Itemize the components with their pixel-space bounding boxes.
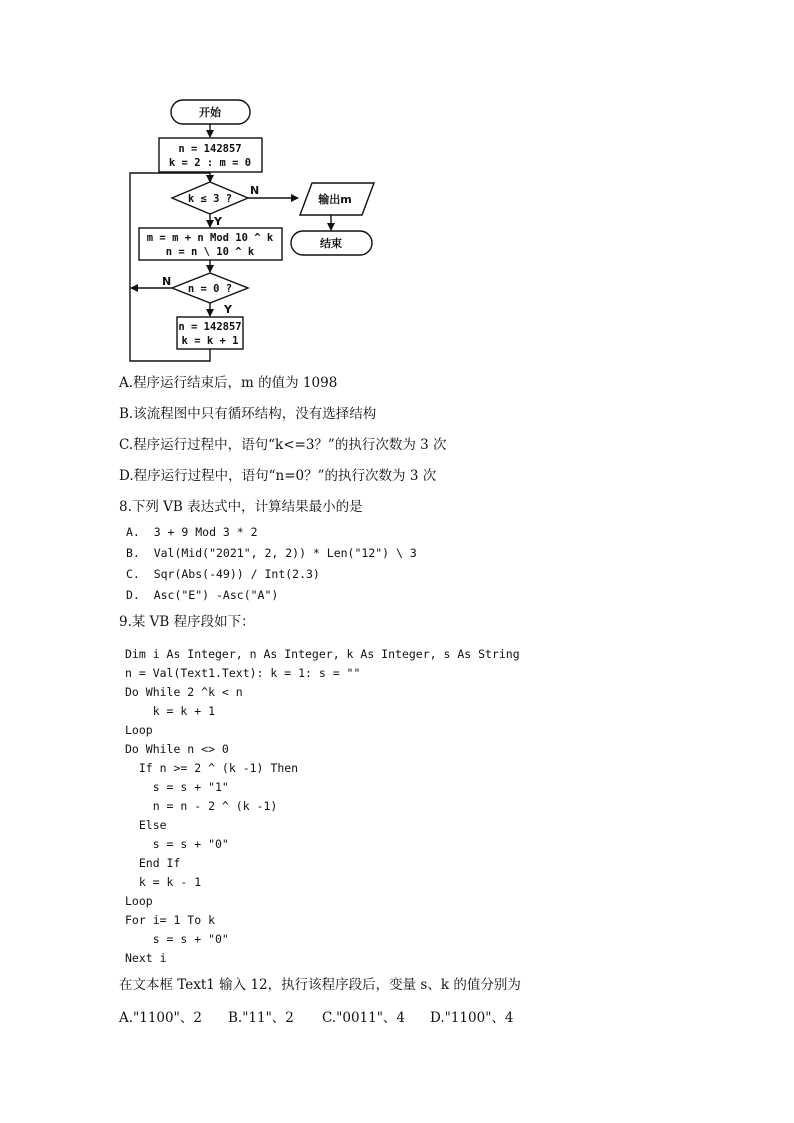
start-label: 开始 bbox=[199, 106, 221, 119]
code-line: Loop bbox=[125, 894, 153, 908]
code-line: Do While n <> 0 bbox=[125, 742, 229, 756]
q8-option-b: B. Val(Mid("2021", 2, 2)) * Len("12") \ 3 bbox=[126, 546, 417, 560]
code-line: Next i bbox=[125, 951, 167, 965]
flowchart bbox=[0, 0, 794, 370]
code-block bbox=[125, 646, 520, 969]
q7-option-b: B.该流程图中只有循环结构，没有选择结构 bbox=[119, 406, 377, 422]
code-line: s = s + "1" bbox=[125, 780, 229, 794]
code-line: End If bbox=[125, 856, 181, 870]
code-line: For i= 1 To k bbox=[125, 913, 216, 927]
code-line: If n >= 2 ^ (k -1) Then bbox=[125, 761, 299, 775]
process-line-1: m = m + n Mod 10 ^ k bbox=[146, 232, 274, 244]
code-line: n = n - 2 ^ (k -1) bbox=[125, 799, 278, 813]
init-line-1: n = 142857 bbox=[178, 143, 242, 155]
q7-option-c: C.程序运行过程中，语句“k<=3？”的执行次数为 3 次 bbox=[119, 437, 447, 453]
q8-option-d: D. Asc("E") -Asc("A") bbox=[126, 588, 279, 602]
reset-line-2: k = k + 1 bbox=[181, 335, 239, 347]
condition-n-yes: Y bbox=[224, 303, 232, 316]
reset-line-1: n = 142857 bbox=[178, 321, 242, 333]
q9-option-d: D."1100"、4 bbox=[430, 1010, 514, 1026]
end-label: 结束 bbox=[320, 237, 342, 250]
q8-option-c: C. Sqr(Abs(-49)) / Int(2.3) bbox=[126, 567, 320, 581]
q9-question: 在文本框 Text1 输入 12，执行该程序段后，变量 s、k 的值分别为 bbox=[119, 977, 521, 993]
code-line: Do While 2 ^k < n bbox=[125, 685, 243, 699]
code-line: Loop bbox=[125, 723, 153, 737]
init-line-2: k = 2 : m = 0 bbox=[168, 157, 252, 169]
code-line: Dim i As Integer, n As Integer, k As Integer, s As String bbox=[125, 647, 520, 661]
q8-stem: 8.下列 VB 表达式中，计算结果最小的是 bbox=[119, 499, 363, 515]
condition-k-label: k ≤ 3 ? bbox=[187, 193, 233, 205]
q9-option-a: A."1100"、2 bbox=[119, 1010, 202, 1026]
condition-k-yes: Y bbox=[214, 215, 222, 228]
code-line: k = k - 1 bbox=[125, 875, 202, 889]
q9-option-c: C."0011"、4 bbox=[322, 1010, 406, 1026]
q7-option-a: A.程序运行结束后，m 的值为 1098 bbox=[119, 375, 338, 391]
q9-stem: 9.某 VB 程序段如下： bbox=[119, 614, 255, 630]
output-label: 输出m bbox=[318, 193, 352, 206]
code-line: k = k + 1 bbox=[125, 704, 216, 718]
condition-n-no: N bbox=[162, 275, 172, 288]
q7-option-d: D.程序运行过程中，语句“n=0？”的执行次数为 3 次 bbox=[119, 468, 437, 484]
condition-k-no: N bbox=[250, 184, 260, 197]
condition-n-label: n = 0 ? bbox=[187, 283, 233, 295]
code-line: n = Val(Text1.Text): k = 1: s = "" bbox=[125, 666, 361, 680]
code-line: s = s + "0" bbox=[125, 932, 229, 946]
process-line-2: n = n \ 10 ^ k bbox=[165, 246, 255, 258]
q9-option-b: B."11"、2 bbox=[228, 1010, 294, 1026]
q8-option-a: A. 3 + 9 Mod 3 * 2 bbox=[126, 525, 258, 539]
code-line: Else bbox=[125, 818, 167, 832]
code-line: s = s + "0" bbox=[125, 837, 229, 851]
